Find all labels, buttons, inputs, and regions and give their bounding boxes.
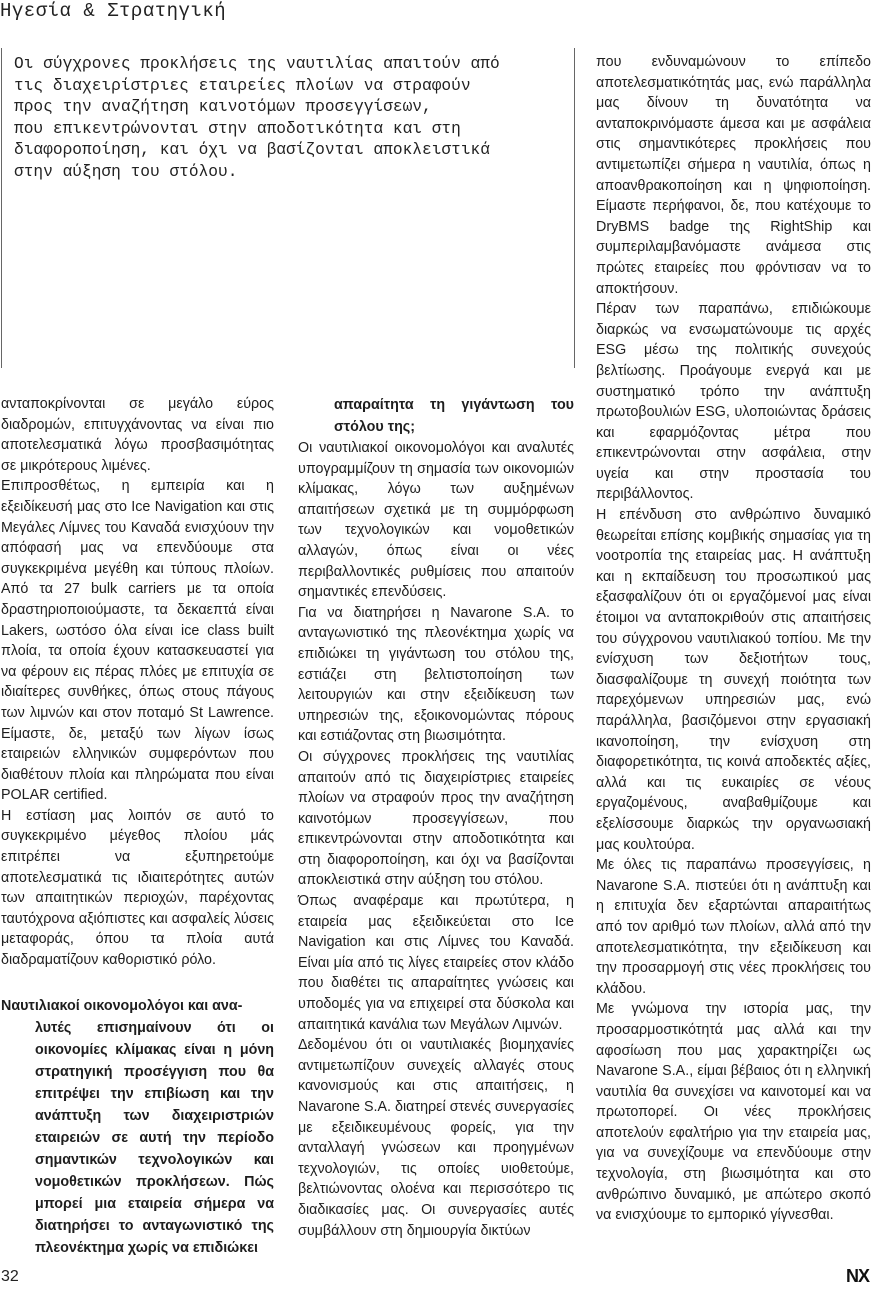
article-column-2 — [298, 394, 574, 1241]
paragraph: Οι ναυτιλιακοί οικονομολόγοι και αναλυτές υπογραμμίζουν τη σημασία των οικονομιών κλίμακας, λόγω των αυξημένων απαιτήσεων σχετικά με τη συμμόρφωση των τεχνολογικών και νομοθετικών αλλαγών, όπως είναι οι νέες περιβαλλοντικές ρυθμίσεις που απαιτούν σημαντικές επενδύσεις. — [298, 440, 574, 601]
quote-divider-right — [574, 48, 575, 368]
pull-quote-line: προς την αναζήτηση καινοτόμων προσεγγίσεων, — [14, 98, 432, 116]
article-column-1 — [1, 394, 274, 1259]
paragraph: Όπως αναφέραμε και πρωτύτερα, η εταιρεία μας εξειδικεύεται στο Ice Navigation και στις Λίμνες του Καναδά. Είναι μία από τις λίγες εταιρείες στον κλάδο που διαθέτει τις απαραίτητες γνώσεις και υποδομές για να επιχειρεί στα δύσκολα και απαιτητικά κανάλια των Μεγάλων Λιμνών. — [298, 893, 574, 1033]
magazine-logo: NX — [845, 1266, 869, 1286]
paragraph: Οι σύγχρονες προκλήσεις της ναυτιλίας απαιτούν από τις διαχειρίστριες εταιρείες πλοίων να στραφούν προς την αναζήτηση καινοτόμων προσεγγίσεων, που επικεντρώνονται στην αποδοτικότητα και στη διαφοροποίηση, και όχι να βασίζονται αποκλειστικά στην αύξηση του στόλου. — [298, 748, 574, 889]
paragraph: που ενδυναμώνουν το επίπεδο αποτελεσματικότητάς μας, ενώ παράλληλα μας δίνουν τη δυνατότητα να ανταποκρινόμαστε άμεσα και με ασφάλεια στις σημαντικότερες προκλήσεις που αντιμετωπίζει σήμερα η ναυτιλία, όπως η απoανθρακοποίηση και η ψηφιοποίηση. Είμαστε περήφανοι, δε, που κατέχουμε το DryBMS badge της RightShip και συμπεριλαμβανόμαστε ανάμεσα στις πρώτες εταιρείες που φρόντισαν να το αποκτήσουν. — [596, 54, 871, 297]
interview-question-cont: απαραίτητα τη γιγάντωση του στόλου της; — [334, 397, 574, 435]
paragraph: ανταποκρίνονται σε μεγάλο εύρος διαδρομών, επιτυγχάνοντας να είναι πιο αποτελεσματικά λόγω προσβασιμότητας σε μικρότερους λιμένες. — [1, 396, 274, 474]
paragraph: Για να διατηρήσει η Navarone S.A. το ανταγωνιστικό της πλεονέκτημα χωρίς να επιδιώκει τη γιγάντωση του στόλου της, εστιάζει στη βελτιστοποίηση των λειτουργιών και στην εξειδίκευση των υπηρεσιών της, εξοικονομώντας πόρους και εστιάζοντας στη βιωσιμότητα. — [298, 604, 574, 745]
paragraph: Δεδομένου ότι οι ναυτιλιακές βιομηχανίες αντιμετωπίζουν συνεχείς αλλαγές στους κανονισμούς και στις απαιτήσεις, η Navarone S.A. διατηρεί στενές συνεργασίες με εξειδικευμένους φορείς, για την ανταλλαγή γνώσεων και προηγμένων τεχνολογιών, τις οποίες υιοθετούμε, βελτιώνοντας ολοένα και περισσότερο τις διαδικασίες μας. Οι συνεργασίες αυτές συμβάλλουν στη δημιουργία δικτύων — [298, 1037, 574, 1239]
pull-quote-line: τις διαχειρίστριες εταιρείες πλοίων να στραφούν — [14, 76, 471, 95]
paragraph: Πέραν των παραπάνω, επιδιώκουμε διαρκώς να ενσωματώνουμε τις αρχές ESG μέσω της πολιτικής συνεχούς βελτίωσης. Προάγουμε ενεργά και με συστηματικό τρόπο την ανάπτυξη πρωτοβουλιών ESG, υλοποιώντας δράσεις και εφαρμόζοντας μέτρα που επικεντρώνονται στην ασφάλεια, στην υγεία και στην προστασία του περιβάλλοντος. — [596, 301, 871, 503]
pull-quote-line: που επικεντρώνονται στην αποδοτικότητα και στη — [14, 119, 461, 138]
pull-quote-line: στην αύξηση του στόλου. — [14, 162, 238, 181]
quote-divider-left — [1, 48, 2, 368]
section-title: Ηγεσία & Στρατηγική — [0, 0, 227, 22]
paragraph: Η επένδυση στο ανθρώπινο δυναμικό θεωρείται επίσης κομβικής σημασίας για τη νοοτροπία της εταιρείας μας. Η ανάπτυξη και η εκπαίδευση του προσωπικού μας εξασφαλίζουν ότι οι εργαζόμενοί μας είναι έτοιμοι να ανταποκριθούν στις απαιτήσεις του σύγχρονου ναυτιλιακού τοπίου. Με την ενίσχυση των δεξιοτήτων τους, διασφαλίζουμε τη συνεχή ποιότητα των παρεχόμενων υπηρεσιών μας, ενώ παράλληλα, βασιζόμενοι στην εργασιακή ικανοποίηση, την ενίσχυση στη διαφορετικότητα, τις κοινά αποδεκτές αξίες, αλλά και τις ευκαιρίες σε νέους εργαζομένους, αναβαθμίζουμε και εξελίσσουμε διαρκώς την οργανωσιακή μας κουλτούρα. — [596, 507, 871, 853]
pull-quote-line: Οι σύγχρονες προκλήσεις της ναυτιλίας απαιτούν από — [14, 55, 500, 73]
question-line-rest: λυτές επισημαίνουν ότι οι οικονομίες κλίμακας είναι η μόνη στρατηγική προσέγγιση που θα επιτρέψει την επιβίωση και την ανάπτυξη των διαχειριστριών εταιρειών σε αυτή την περίοδο σημαντικών τεχνολογικών και νομοθετικών προκλήσεων. Πώς μπορεί μια εταιρεία σήμερα να διατηρήσει το ανταγωνιστικό της πλεονέκτημα χωρίς να επιδιώκει — [35, 1019, 274, 1256]
paragraph: Επιπροσθέτως, η εμπειρία και η εξειδίκευσή μας στο Ice Navigation και στις Μεγάλες Λίμνες του Καναδά ενισχύουν την απόφασή μας να επενδύουμε στα συγκεκριμένα μεγέθη και τύπους πλοίων. Από τα 27 bulk carriers με τα οποία δραστηριοποιούμαστε, τα δεκαεπτά είναι Lakers, ωστόσο όλα είναι ice class built πλοία, τα οποία έχουν κατασκευαστεί για να φέρουν εις πέρας πλόες με επιτυχία σε ιδιαίτερες συνθήκες, όπως στους πάγους των λιμνών και στον ποταμό St Lawrence. Είμαστε, δε, μεταξύ των λίγων ίσως εταιρειών ελληνικών συμφερόντων που διαθέτουν πλοία και πληρώματα που είναι POLAR certified. — [1, 478, 274, 804]
paragraph: Με γνώμονα την ιστορία μας, την προσαρμοστικότητά μας αλλά και την αφοσίωση που μας χαρακτηρίζει ως Navarone S.A., είμαι βέβαιος ότι η ελληνική ναυτιλία θα συνεχίσει να καινοτομεί και να πρωτοπορεί. Οι νέες προκλήσεις αποτελούν εφαλτήριο για την εταιρεία μας, για να συνεχίζουμε να επενδύουμε στην τεχνολογία, στη βιωσιμότητα και στο ανθρώπινο δυναμικό, με απώτερο σκοπό να ενισχύουμε το εμπορικό γίγνεσθαι. — [596, 1001, 871, 1224]
interview-question — [1, 995, 274, 1259]
paragraph: Με όλες τις παραπάνω προσεγγίσεις, η Navarone S.A. πιστεύει ότι η ανάπτυξη και η επιτυχία δεν εξαρτώνται απαραιτήτως από τον αριθμό των πλοίων, αλλά από την αποτελεσματικότητα, την εξειδίκευση και την προσαρμογή στις νέες προκλήσεις του κλάδου. — [596, 857, 871, 997]
pull-quote-line: διαφοροποίηση, και όχι να βασίζονται αποκλειστικά — [14, 141, 490, 159]
page-number: 32 — [1, 1268, 19, 1285]
paragraph: Η εστίαση μας λοιπόν σε αυτό το συγκεκριμένο μέγεθος πλοίου μάς επιτρέπει να εξυπηρετούμε αποτελεσματικά τις ιδιαιτερότητες αυτών των απαιτητικών περιοχών, παρέχοντας ταυτόχρονα αξιόπιστες και ασφαλείς λύσεις μεταφοράς, όπου τα πλοία αυτά διαδραματίζουν καθοριστικό ρόλο. — [1, 807, 274, 969]
question-line-first: Ναυτιλιακοί οικονομολόγοι και ανα- — [1, 997, 243, 1014]
pull-quote — [14, 54, 574, 183]
article-column-3 — [596, 52, 871, 1226]
